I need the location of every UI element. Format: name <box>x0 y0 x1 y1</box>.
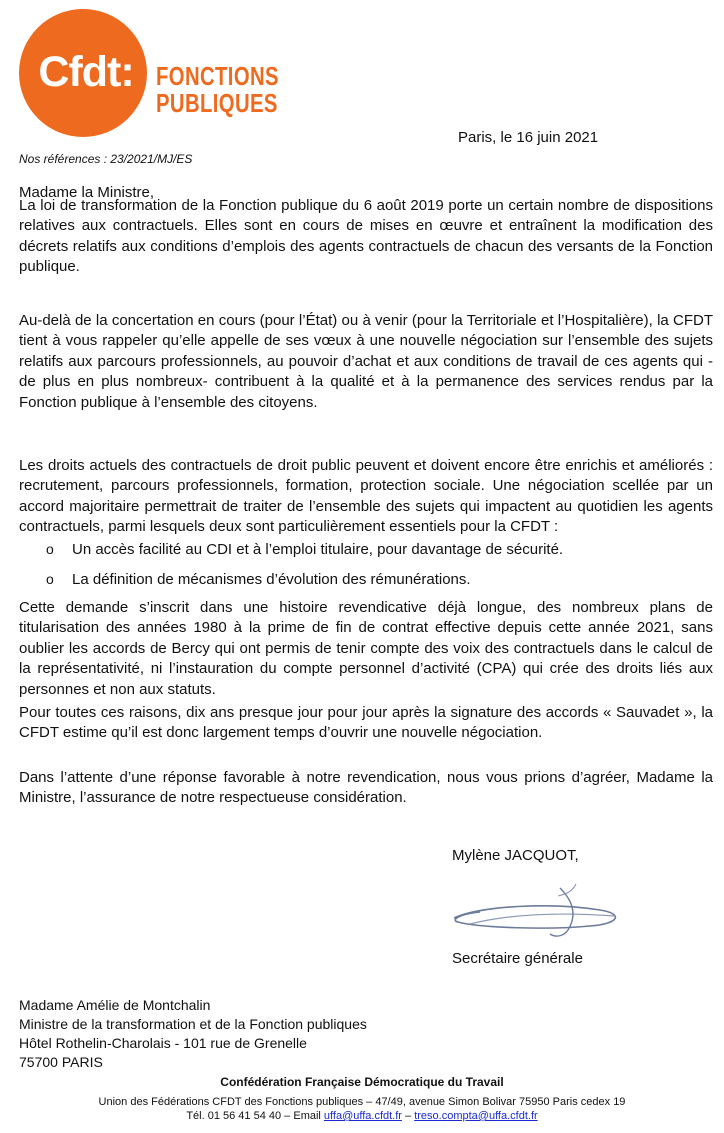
footer-contact <box>0 1110 724 1122</box>
paragraph-4: Cette demande s’inscrit dans une histoire revendicative déjà longue, des nombreux plans de titularisation des années 1980 à la prime de fin de contrat effective depuis cette année 2021, sans oublier les accords de Bercy qui ont permis de tenir compte des voix des contractuels dans le calcul de la représentativité, ni l’instauration du compte personnel d’activité (CPA) qui crée des droits liés aux personnes et non aux statuts. <box>19 599 713 698</box>
logo-line-2: PUBLIQUES <box>156 88 278 118</box>
footer-phone: Tél. 01 56 41 54 40 – Email <box>186 1110 321 1122</box>
signatory-name: Mylène JACQUOT, <box>452 847 579 864</box>
footer-separator: – <box>405 1110 412 1122</box>
email-link-treso[interactable]: treso.compta@uffa.cfdt.fr <box>414 1110 538 1122</box>
bullet-text: Un accès facilité au CDI et à l’emploi titulaire, pour davantage de sécurité. <box>72 541 564 558</box>
letter-references: Nos références : 23/2021/MJ/ES <box>19 152 193 166</box>
footer-title: Confédération Française Démocratique du Travail <box>220 1075 504 1089</box>
bullet-mark: o <box>46 541 54 557</box>
bullet-item-1 <box>46 541 563 558</box>
paragraph-5: Pour toutes ces raisons, dix ans presque jour pour jour après la signature des accords « Sauvadet », la CFDT estime qu’il est donc largement temps d’ouvrir une nouvelle négociation. <box>19 704 713 742</box>
bullet-item-2 <box>46 571 471 588</box>
logo-line-1: FONCTIONS <box>156 61 279 91</box>
paragraph-2: Au-delà de la concertation en cours (pour l’État) ou à venir (pour la Territoriale et l’Hospitalière), la CFDT tient à vous rappeler qu’elle appelle de ses vœux à une nouvelle négociation sur l’ensemble des sujets relatifs aux parcours professionnels, au pouvoir d’achat et aux conditions de travail de ces agents qui -de plus en plus nombreux- contribuent à la qualité et à la permanence des services rendus par la Fonction publique à l’ensemble des citoyens. <box>19 312 713 411</box>
footer-address: Union des Fédérations CFDT des Fonctions publiques – 47/49, avenue Simon Bolivar 75950 Paris cedex 19 <box>98 1096 626 1108</box>
bullet-text: La définition de mécanismes d’évolution des rémunérations. <box>72 571 471 588</box>
letter-date: Paris, le 16 juin 2021 <box>458 129 599 146</box>
handwritten-signature <box>440 880 640 940</box>
email-link-uffa[interactable]: uffa@uffa.cfdt.fr <box>323 1110 402 1122</box>
bullet-mark: o <box>46 571 54 587</box>
recipient-line: Hôtel Rothelin-Charolais - 101 rue de Grenelle <box>19 1035 307 1051</box>
recipient-address <box>19 996 367 1072</box>
recipient-line: 75700 PARIS <box>19 1054 103 1070</box>
salutation: Madame la Ministre, <box>19 184 155 201</box>
signatory-title: Secrétaire générale <box>452 950 583 967</box>
paragraph-1: La loi de transformation de la Fonction publique du 6 août 2019 porte un certain nombre de dispositions relatives aux contractuels. Elles sont en cours de mises en œuvre et entraînent la modification des décrets relatifs aux conditions d’emplois des agents contractuels de chacun des versants de la Fonction publique. <box>19 197 713 276</box>
recipient-line: Madame Amélie de Montchalin <box>19 997 211 1013</box>
cfdt-logo-text <box>156 63 279 117</box>
paragraph-6: Dans l’attente d’une réponse favorable à notre revendication, nous vous prions d’agréer, Madame la Ministre, l’assurance de notre respectueuse considération. <box>19 769 713 807</box>
recipient-line: Ministre de la transformation et de la Fonction publiques <box>19 1016 367 1032</box>
cfdt-logo-mark: Cfdt: <box>38 48 134 96</box>
paragraph-3: Les droits actuels des contractuels de droit public peuvent et doivent encore être enrichis et améliorés : recrutement, parcours professionnels, formation, protection sociale. Une négociation scellée par un accord majoritaire permettrait de traiter de l’ensemble des sujets qui impactent au quotidien les agents contractuels, parmi lesquels deux sont particulièrement essentiels pour la CFDT : <box>19 457 713 536</box>
